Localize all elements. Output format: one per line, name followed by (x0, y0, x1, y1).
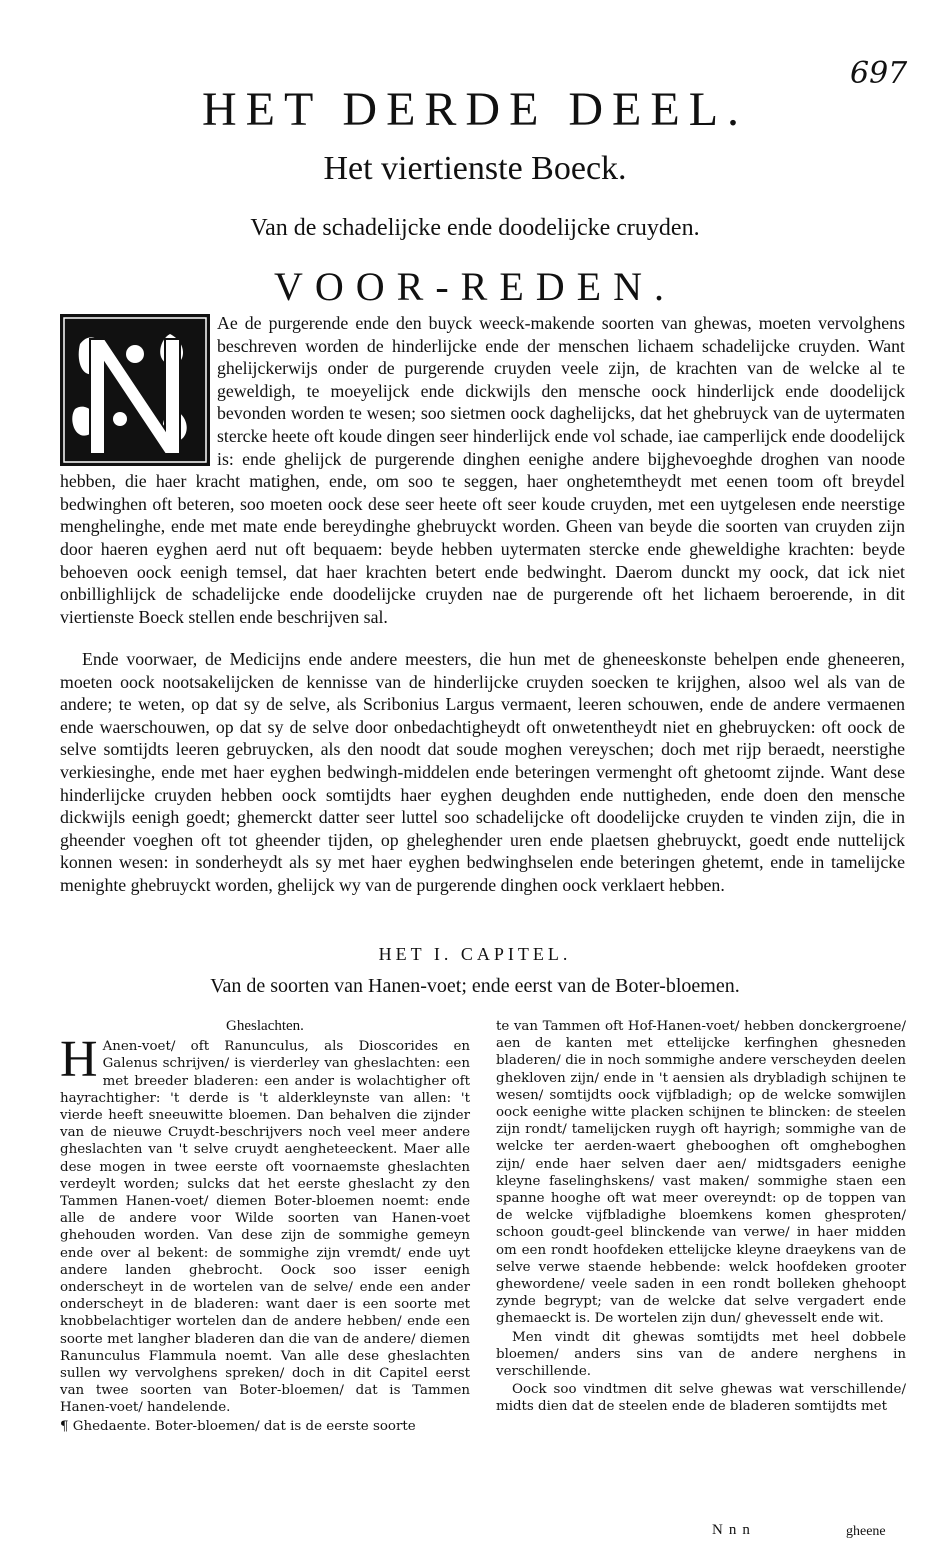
part-title: HET DERDE DEEL. (201, 83, 749, 136)
preface-title: VOOR-REDEN. (274, 264, 676, 309)
left-column-paragraph: Anen-voet/ oft Ranunculus, als Dioscorides en Galenus schrijven/ is vierderley van gheslachten: een met breeder bladeren: een ander is wolachtigher oft hayrachtigher: 't derde is 't alderkleynste van allen: 't vierde heeft sneeuwitte bloemen. Dan behalven die zijnder van de nieuwe Cruydt-beschrijvers noch veel meer andere gheslachten van 't selve cruydt aengheteeckent. Maer alle dese mogen in twee eerste oft voornaemste gheslachten verdeylt worden; sulcks dat het eerste gheslacht zy den Tammen Hanen-voet/ diemen Boter-bloemen noemt: ende alle de andere voor Wilde soorten van Hanen-voet ghehouden worden. Van dese zijn de sommighe gemeyn ende over al bekent: de sommighe zijn vremdt/ ende uyt andere landen ghebrocht. Oock soo isser eenigh onderscheyt in de wortelen van de selve/ ende een ander onderscheyt in de bladeren: want daer is een soorte met knobbelachtiger wortelen dan de andere hebben/ ende een soorte met langher bladeren dan die van de andere/ diemen Ranunculus Flammula noemt. Van alle dese gheslachten sullen wy vervolghens spreken/ doch in dit Capitel eerst van twee soorten van Boter-bloemen/ dat is Tammen Hanen-voet/ handelende. (60, 1039, 470, 1416)
right-column-paragraph: Oock soo vindtmen dit selve ghewas wat verschillende/ midts dien dat de steelen ende de bladeren somtijdts met (496, 1382, 906, 1415)
section-heading: Gheslachten. (226, 1018, 304, 1034)
preface-paragraph-2: Ende voorwaer, de Medicijns ende andere meesters, die hun met de gheneeskonste behelpen ende gheneeren, moeten oock nootsakelijcken de kennisse van de hinderlijcke cruyden soecken te krijghen, alsoo wel als van de andere; te weten, op dat sy de selve, als Scribonius Largus vermaent, leeren schouwen, ende de andere vermaenen ende waerschouwen, op dat sy de selve door onbedachtigheydt oft onwetentheydt niet en ghebruycken: oft oock de selve somtijdts leeren gebruycken, als den noodt dat soude moghen vereyschen; doch met rijp beraedt, neerstighe verkiesinghe, ende met haer eyghen bedwingh-middelen ende beteringen vermenght oft ghetoomt zijnde. Want dese hinderlijcke cruyden hebben oock somtijdts haer eyghen deughden ende nuttigheden, ende doen den mensche dickwijls eenigh goedt; ghemerckt datter seer luttel soo schadelijcke oft doodelijcke cruyden te vinden zijn, die in gheender voeghen oft tot gheender tijden, op gheleghender uren ende plaetsen ghebruyckt, goedt ende nuttelijck konnen wesen: in sonderheydt als sy met haer eyghen bedwinghselen ende beteringen ghetemt, ende in tamelijcke menighte ghebruyckt worden, ghelijck wy van de purgerende dinghen oock verklaert hebben. (60, 649, 905, 895)
book-title: Het viertienste Boeck. (323, 150, 627, 187)
left-column (60, 1018, 470, 1436)
right-column (496, 1018, 906, 1417)
right-column-paragraph: Men vindt dit ghewas somtijdts met heel dobbele bloemen/ anders sins van de andere nerghens in verschillende. (496, 1329, 906, 1380)
right-column-paragraph: te van Tammen oft Hof-Hanen-voet/ hebben donckergroene/ aen de kanten met ettelijcke kerfinghen ghesneden bladeren/ die in noch sommighe andere verscheyden deelen ghekloven zijn/ ende in 't aensien als drybladigh schijnen te wesen/ somtijdts oock vijfbladigh; op de welcke somwijlen oock eenighe witte placken schijnen te blincken: de steelen zijn rondt/ tamelijcken ruygh oft hayrigh; sommighe van de welcke ter aerden-waert ghebooghen oft omgheboghen zijn/ ende haer selven daer aen/ midtsgaders eenighe kleyne faselinghskens/ vast maken/ sommighe staen een spanne hooghe oft wat meer overeyndt: op de toppen van de welcke vijfbladighe bloemkens komen ghesproten/ schoon goudt-geel blinckende van verwe/ in haer midden om een rondt hoofdeken ettelijcke kleyne draeykens van de selve verwe staende hebbende: welck hoofdeken grooter ghewordene/ veele saden in een rondt bolleken ghehoopt zynde begrypt; van de welcke dat selve vergadert ende ghemaeckt is. De wortelen zijn dun/ ghevesselt ende wit. (496, 1019, 906, 1327)
signature-mark: Nnn (712, 1522, 756, 1538)
preface-paragraph-1: Ae de purgerende ende den buyck weeck-makende soorten van ghewas, moeten vervolghens beschreven worden de hinderlijcke ende der menschen lichaem schadelijcke cruyden. Want ghelijckerwijs onder de purgerende cruyden veele zijn, de krachten van de welcke al te geweldigh, te moeyelijck ende dickwijls den mensche oock hinderlijck ende doodelijck bevonden worden te wesen; soo sietmen oock daghelijcks, dat het ghebruyck van de uytermaten stercke heete oft koude dingen seer hinderlijck ende vol schade, iae camperlijck ende doodelijck is: ende ghelijck de purgerende dinghen eenighe andere bijghevoeghde droghen van noode hebben, die haer kracht matighen, ende, om soo te seggen, haer onghetemtheydt met eenen toom oft breydel bedwinghen oft beteren, soo moeten oock dese seer heete oft seer koude cruyden, met een uytgelesen ende neerstige menghelinghe, ende met mate ende bereydinghe ghebruyckt worden. Gheen van beyde die soorten van cruyden zijn door haeren eyghen aerd nut oft bequaem: beyde hebben uytermaten stercke ende gheweldighe krachten: beyde behoeven oock eenigh temsel, dat haer krachten betert ende bedwinght. Daerom dunckt my oock, dat ick niet onbillighlijck de schadelijcke ende doodelijcke cruyden nae de purgerende oft het lichaem beroerende, in dit viertienste Boeck stellen ende beschrijven sal. (60, 313, 905, 627)
left-column-paragraph: ¶ Ghedaente. Boter-bloemen/ dat is de eerste soorte (60, 1418, 416, 1434)
chapter-title: HET I. CAPITEL. (378, 944, 572, 964)
chapter-subtitle: Van de soorten van Hanen-voet; ende eerst van de Boter-bloemen. (210, 975, 740, 997)
page-number: 697 (850, 56, 908, 91)
catchword: gheene (846, 1524, 886, 1539)
book-subtitle: Van de schadelijcke ende doodelijcke cruyden. (250, 215, 700, 241)
column-initial: H (60, 1031, 98, 1089)
